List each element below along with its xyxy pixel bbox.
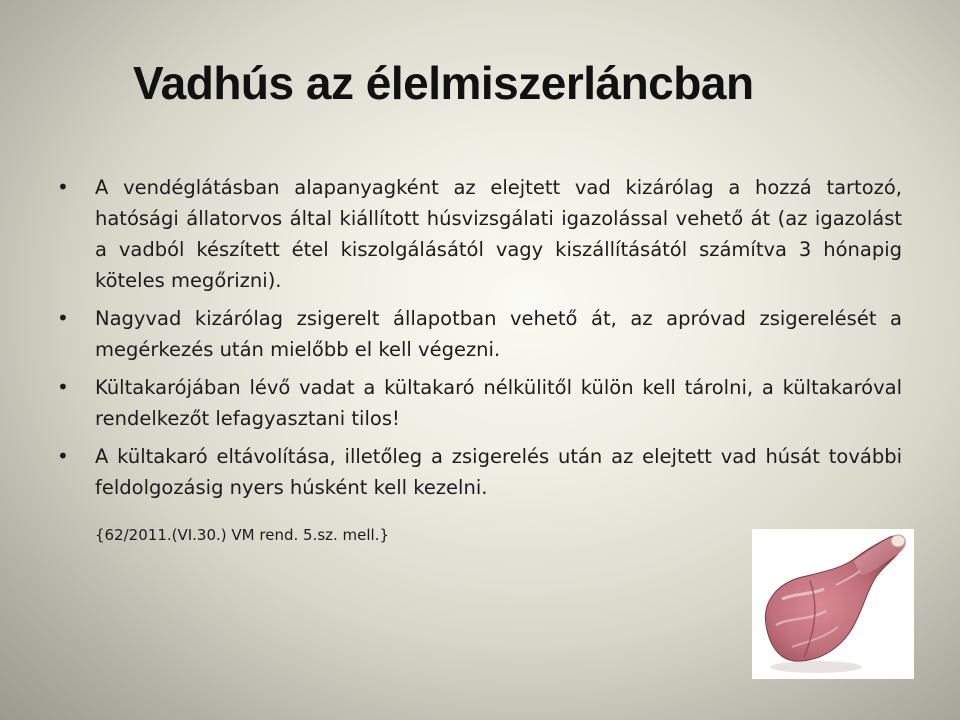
slide-title: Vadhús az élelmiszerláncban	[133, 57, 754, 109]
bullet-icon: •	[57, 175, 69, 199]
raw-meat-leg-icon	[752, 529, 914, 679]
bullet-item	[57, 441, 902, 503]
bullet-text: Nagyvad kizárólag zsigerelt állapotban vehető át, az apróvad zsigerelését a megérkezés után mielőbb el kell végezni.	[95, 307, 902, 361]
bullet-text: A vendéglátásban alapanyagként az elejtett vad kizárólag a hozzá tartozó, hatósági állatorvos által kiállított húsvizsgálati igazolással vehető át (az igazolást a vadból készített étel kiszolgálásától vagy kiszállításától számítva 3 hónapig köteles megőrizni).	[95, 176, 902, 292]
bullet-icon: •	[57, 375, 69, 399]
bullet-list	[57, 172, 902, 510]
bullet-icon: •	[57, 444, 69, 468]
bullet-icon: •	[57, 306, 69, 330]
bullet-item	[57, 172, 902, 296]
legal-citation: {62/2011.(VI.30.) VM rend. 5.sz. mell.}	[95, 526, 390, 544]
bullet-text: A kültakaró eltávolítása, illetőleg a zsigerelés után az elejtett vad húsát további feldolgozásig nyers húsként kell kezelni.	[95, 445, 902, 499]
bullet-text: Kültakarójában lévő vadat a kültakaró nélkülitől külön kell tárolni, a kültakaróval rendelkezőt lefagyasztani tilos!	[95, 376, 902, 430]
bullet-item	[57, 303, 902, 365]
bullet-item	[57, 372, 902, 434]
